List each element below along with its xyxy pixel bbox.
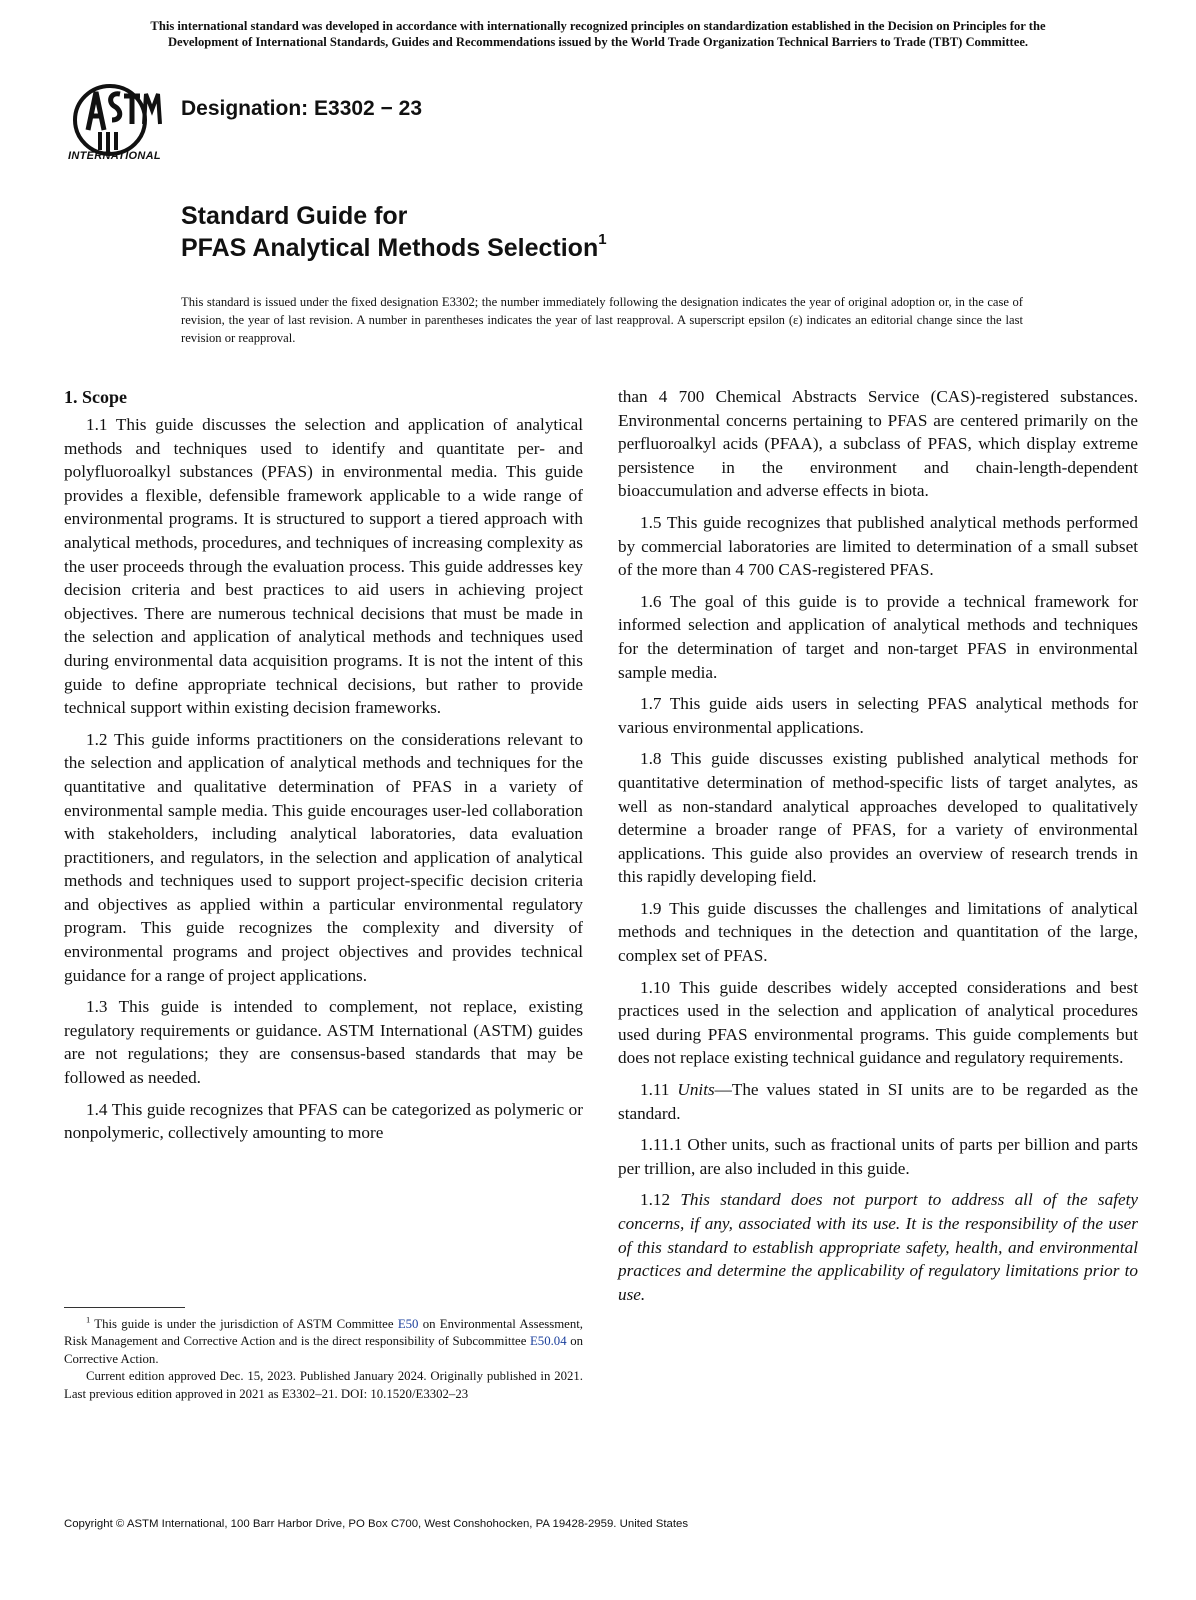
title-footnote-mark[interactable]: 1 [598,230,607,248]
footnote-edition: Current edition approved Dec. 15, 2023. Published January 2024. Originally published in 2021. Last previous edition approved in 2021 as E3302–21. DOI: 10.1520/E3302–23 [64,1369,583,1401]
notice-line-1: This international standard was developed in accordance with internationally recognized principles on standardization established in the Decision on Principles for the [150,19,1046,33]
astm-international-label: INTERNATIONAL [68,150,161,162]
left-column [64,385,583,1145]
document-title [181,200,607,264]
paragraph-1-1: 1.1 This guide discusses the selection and application of analytical methods and techniques used to identify and quantitate per- and polyfluoroalkyl substances (PFAS) in environmental media. This guide provides a flexible, defensible framework applicable to a wide range of environmental programs. It is structured to support a tiered approach with analytical methods, procedures, and techniques of increasing complexity as the user proceeds through the evaluation process. This guide addresses key decision criteria and best practices to aid users in achieving project objectives. There are numerous technical decisions that must be made in the selection and application of analytical methods and techniques used during environmental data acquisition programs. It is not the intent of this guide to define appropriate technical decisions, but rather to provide technical support within existing decision frameworks. [64,415,583,718]
section-heading-scope: 1. Scope [64,387,127,407]
footnote-jurisdiction [64,1316,583,1368]
paragraph-1-5: 1.5 This guide recognizes that published analytical methods performed by commercial laboratories are limited to determination of a small subset of the more than 4 700 CAS-registered PFAS. [618,512,1138,580]
footnote-text-2: on Environmental Assessment, Risk Management and Corrective Action and is the direct responsibility of Subcommittee [64,1317,583,1349]
paragraph-1-11-1: 1.11.1 Other units, such as fractional units of parts per billion and parts per trillion, are also included in this guide. [618,1135,1138,1178]
title-line-1: Standard Guide for [181,202,408,230]
title-line-2 [181,232,607,264]
paragraph-1-11 [618,1078,1138,1125]
paragraph-1-11-text: —The values stated in SI units are to be regarded as the standard. [618,1080,1138,1123]
notice-line-2: Development of International Standards, Guides and Recommendations issued by the World Trade Organization Technical Barriers to Trade (TBT) Committee. [167,35,1029,49]
paragraph-1-2: 1.2 This guide informs practitioners on the considerations relevant to the selection and application of analytical methods and techniques for the quantitative and qualitative determination of PFAS in a variety of environmental sample media. This guide encourages user-led collaboration with stakeholders, including analytical laboratories, data evaluation practitioners, and regulators, in the selection and application of analytical methods and techniques used to support project-specific decision criteria and objectives as applied within a particular environmental regulatory program. This guide recognizes the complexity and diversity of environmental programs and project objectives and provides technical guidance for a range of project applications. [64,729,583,985]
footnote [64,1316,583,1403]
title-text: PFAS Analytical Methods Selection [181,234,599,262]
paragraph-1-6: 1.6 The goal of this guide is to provide a technical framework for informed selection and application of analytical methods and techniques for the determination of target and non-target PFAS in environmental sample media. [618,591,1138,682]
paragraph-1-12 [618,1188,1138,1306]
designation: Designation: E3302 − 23 [181,97,423,120]
international-standard-notice [50,18,1146,50]
paragraph-1-7: 1.7 This guide aids users in selecting PFAS analytical methods for various environmental applications. [618,694,1138,737]
paragraph-1-10: 1.10 This guide describes widely accepted considerations and best practices used in the selection and application of analytical procedures used during PFAS environmental programs. This guide complements but does not replace existing technical guidance and regulatory requirements. [618,977,1138,1068]
right-column [618,385,1138,1306]
paragraph-1-11-number: 1.11 [640,1080,670,1100]
footnote-divider [64,1307,185,1308]
paragraph-1-12-text: This standard does not purport to address all of the safety concerns, if any, associated with its use. It is the responsibility of the user of this standard to establish appropriate safety, health, and environmental practices and determine the applicability of regulatory limitations prior to use. [618,1190,1139,1304]
footnote-mark: 1 [86,1314,91,1325]
paragraph-1-12-number: 1.12 [640,1190,671,1210]
subcommittee-link[interactable]: E50.04 [529,1334,567,1349]
paragraph-1-4-continued: than 4 700 Chemical Abstracts Service (CAS)-registered substances. Environmental concerns pertaining to PFAS are centered primarily on the perfluoroalkyl acids (PFAA), a subclass of PFAS, which display extreme persistence in the environment and chain-length-dependent bioaccumulation and adverse effects in biota. [618,387,1138,501]
copyright-line: Copyright © ASTM International, 100 Barr Harbor Drive, PO Box C700, West Conshohocken, PA 19428-2959. United States [64,1518,689,1530]
paragraph-1-8: 1.8 This guide discusses existing published analytical methods for quantitative determination of method-specific lists of target analytes, as well as non-standard analytical approaches developed to qualitatively determine a broader range of PFAS, for a variety of environmental applications. This guide also provides an overview of research trends in this rapidly developing field. [618,749,1138,887]
paragraph-1-9: 1.9 This guide discusses the challenges and limitations of analytical methods and techniques in the detection and quantitation of the large, complex set of PFAS. [618,898,1138,966]
issue-note: This standard is issued under the fixed designation E3302; the number immediately following the designation indicates the year of original adoption or, in the case of revision, the year of last revision. A number in parentheses indicates the year of last reapproval. A superscript epsilon (ε) indicates an editorial change since the last revision or reapproval. [181,295,1023,345]
paragraph-1-11-units: Units [677,1080,715,1100]
committee-link[interactable]: E50 [397,1317,419,1331]
paragraph-1-3: 1.3 This guide is intended to complement, not replace, existing regulatory requirements or guidance. ASTM International (ASTM) guides are not regulations; they are consensus-based standards that may be followed as needed. [64,997,583,1088]
paragraph-1-4-start: 1.4 This guide recognizes that PFAS can be categorized as polymeric or nonpolymeric, collectively amounting to more [64,1099,583,1143]
footnote-text-3: on Corrective Action. [64,1334,583,1366]
footnote-text-1: This guide is under the jurisdiction of ASTM Committee [90,1317,398,1331]
